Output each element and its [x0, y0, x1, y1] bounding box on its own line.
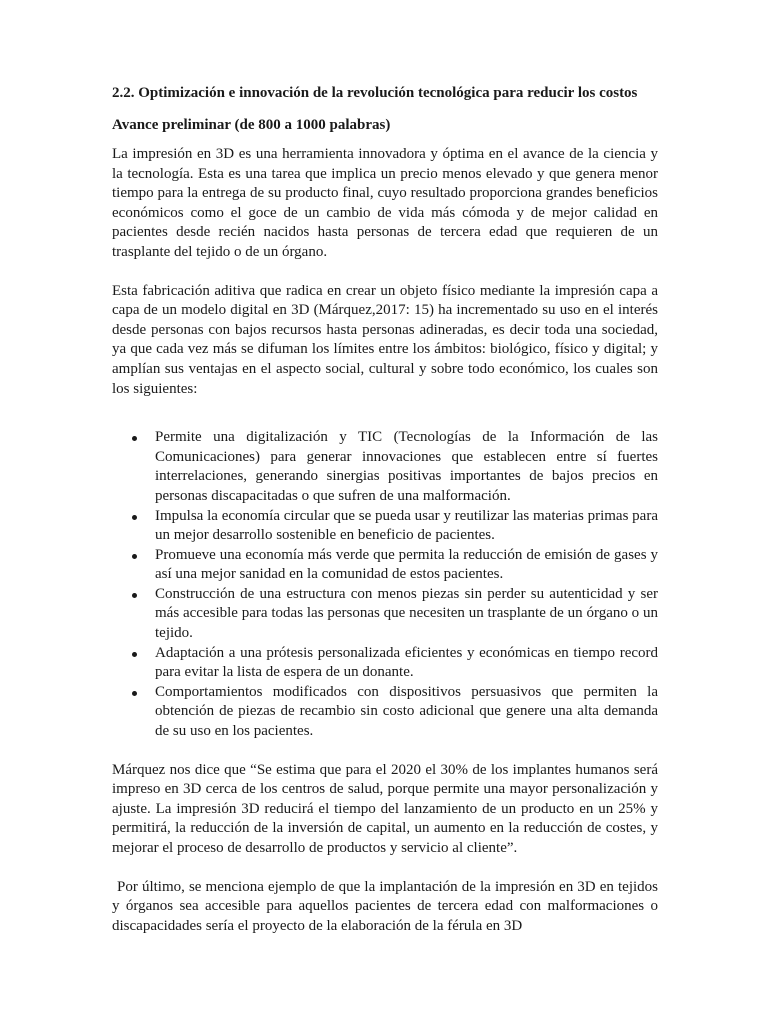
paragraph-conclusion: Por último, se menciona ejemplo de que la implantación de la impresión en 3D en tejidos y órganos sea accesible para aquellos pacientes de tercera edad con malformaciones o discapacidades sería el proyecto de la elaboración de la férula en 3D	[112, 878, 658, 934]
list-item-text: Adaptación a una prótesis personalizada eficientes y económicas en tiempo record para evitar la lista de espera de un donante.	[155, 644, 658, 681]
bullet-icon	[132, 593, 137, 598]
bullet-icon	[132, 554, 137, 559]
paragraph-spacer	[112, 263, 658, 282]
paragraph-fabrication: Esta fabricación aditiva que radica en crear un objeto físico mediante la impresión capa a capa de un modelo digital en 3D (Márquez,2017: 15) ha incrementado su uso en el interés desde personas con bajos recursos hasta personas adineradas, es decir toda una sociedad, ya que cada vez más se difuman los límites entre los ámbitos: biológico, físico y digital; y amplían sus ventajas en el aspecto social, cultural y sobre todo económico, los cuales son los siguientes:	[112, 282, 658, 397]
list-item-text: Impulsa la economía circular que se pueda usar y reutilizar las materias primas para un mejor desarrollo sostenible en beneficio de pacientes.	[155, 507, 658, 544]
list-item	[112, 546, 658, 585]
list-item-text: Construcción de una estructura con menos piezas sin perder su autenticidad y ser más accesible para todas las personas que necesiten un trasplante de un órgano o un tejido.	[155, 585, 658, 642]
bullet-icon	[132, 691, 137, 696]
list-item	[112, 507, 658, 546]
section-heading: 2.2. Optimización e innovación de la revolución tecnológica para reducir los costos	[112, 85, 638, 101]
bullet-icon	[132, 652, 137, 657]
list-item	[112, 683, 658, 742]
document-page	[112, 82, 658, 936]
list-item-text: Comportamientos modificados con dispositivos persuasivos que permiten la obtención de piezas de recambio sin costo adicional que genere una alta demanda de su uso en los pacientes.	[155, 683, 658, 740]
list-item	[112, 585, 658, 644]
list-item	[112, 644, 658, 683]
list-item	[112, 428, 658, 506]
paragraph-spacer	[112, 399, 658, 418]
list-item-text: Promueve una economía más verde que permita la reducción de emisión de gases y así una mejor sanidad en la comunidad de estos pacientes.	[155, 546, 658, 583]
advantages-list	[112, 418, 658, 742]
list-item-text: Permite una digitalización y TIC (Tecnologías de la Información de las Comunicaciones) para generar innovaciones que establecen entre sí fuertes interrelaciones, generando sinergias positivas importantes de bajos precios en personas discapacitadas o que sufren de una malformación.	[155, 429, 658, 504]
paragraph-intro: La impresión en 3D es una herramienta innovadora y óptima en el avance de la ciencia y la tecnología. Esta es una tarea que implica un precio menos elevado y que genera menor tiempo para la entrega de su producto final, cuyo resultado proporciona grandes beneficios económicos como el goce de un cambio de vida más cómoda y de mejor calidad en pacientes desde recién nacidos hasta personas de tercera edad que requieren de un trasplante del tejido o de un órgano.	[112, 146, 658, 260]
paragraph-spacer	[112, 859, 658, 878]
bullet-icon	[132, 436, 137, 441]
bullet-icon	[132, 515, 137, 520]
section-subheading: Avance preliminar (de 800 a 1000 palabras)	[112, 117, 391, 133]
paragraph-marquez-quote: Márquez nos dice que “Se estima que para el 2020 el 30% de los implantes humanos será impreso en 3D cerca de los centros de salud, porque permite una mayor personalización y ajuste. La impresión 3D reducirá el tiempo del lanzamiento de un producto en un 25% y permitirá, la reducción de la inversión de capital, un aumento en la reducción de costes, y mejorar el proceso de desarrollo de productos y servicio al cliente”.	[112, 761, 658, 856]
paragraph-spacer	[112, 742, 658, 761]
